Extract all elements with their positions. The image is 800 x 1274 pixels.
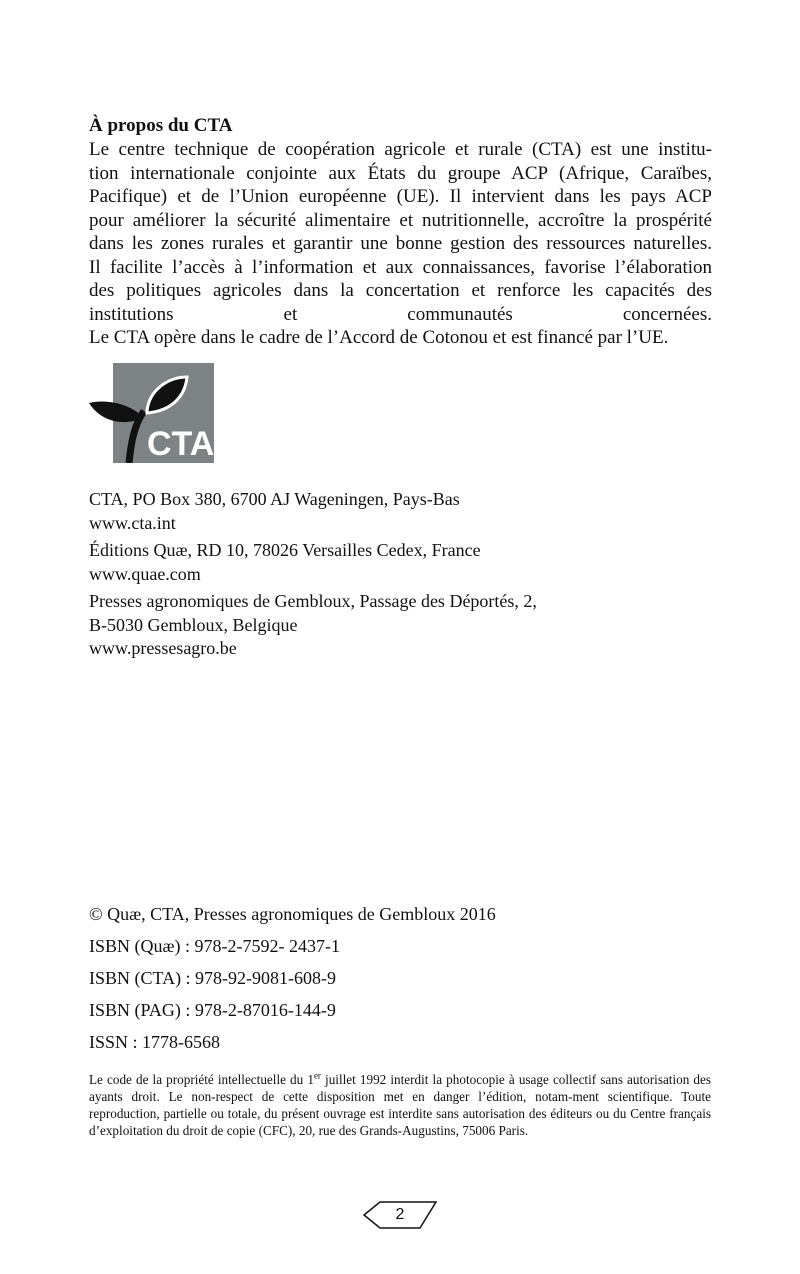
isbn-quae: ISBN (Quæ) : 978-2-7592- 2437-1: [89, 936, 340, 956]
about-line: Il facilite l’accès à l’information et aux connaissances, favorise l’élaboration: [89, 256, 712, 278]
page-number-badge: [362, 1200, 438, 1230]
about-line: des politiques agricoles dans la concertation et renforce les capacités des: [89, 280, 712, 301]
address-pag-line2: B-5030 Gembloux, Belgique: [89, 614, 298, 635]
address-pag-line1: Presses agronomiques de Gembloux, Passage des Déportés, 2,: [89, 591, 537, 611]
address-cta-line: CTA, PO Box 380, 6700 AJ Wageningen, Pays-Bas: [89, 489, 460, 509]
issn: ISSN : 1778-6568: [89, 1032, 221, 1052]
isbn-pag: ISBN (PAG) : 978-2-87016-144-9: [89, 1000, 336, 1020]
copyright-notice: © Quæ, CTA, Presses agronomiques de Gembloux 2016: [89, 904, 496, 924]
about-line: Le centre technique de coopération agricole et rurale (CTA) est une institu-: [89, 139, 712, 160]
address-pag: [89, 590, 709, 661]
about-line: tion internationale conjointe aux États du groupe ACP (Afrique, Caraïbes,: [89, 162, 712, 184]
about-line: pour améliorer la sécurité alimentaire et nutritionnelle, accroître la prospérité: [89, 209, 712, 231]
about-title: À propos du CTA: [89, 115, 233, 136]
address-quae: [89, 539, 709, 586]
isbn-cta: ISBN (CTA) : 978-92-9081-608-9: [89, 968, 337, 988]
address-cta-website[interactable]: www.cta.int: [89, 512, 176, 533]
cta-logo: [89, 363, 214, 463]
logo-text: CTA: [147, 425, 214, 463]
legal-superscript: er: [313, 1070, 321, 1081]
legal-notice: [89, 1071, 711, 1139]
address-pag-website[interactable]: www.pressesagro.be: [89, 638, 237, 658]
about-line: institutions et communautés concernées.: [89, 303, 712, 325]
about-closing-line: Le CTA opère dans le cadre de l’Accord de Cotonou et est financé par l’UE.: [89, 327, 669, 348]
about-line: dans les zones rurales et garantir une bonne gestion des ressources naturelles.: [89, 233, 712, 254]
address-quae-website[interactable]: www.quae.com: [89, 563, 201, 584]
address-cta: [89, 488, 709, 535]
address-quae-line: Éditions Quæ, RD 10, 78026 Versailles Cedex, France: [89, 540, 481, 560]
legal-text-start: Le code de la propriété intellectuelle du 1: [89, 1072, 314, 1087]
copyright-section: [89, 898, 709, 1058]
about-paragraph: [89, 138, 712, 326]
addresses-section: [89, 488, 709, 665]
about-line: Pacifique) et de l’Union européenne (UE). Il intervient dans les pays ACP: [89, 186, 712, 207]
cta-logo-graphic: [89, 363, 214, 463]
legal-text-rest: juillet 1992 interdit la photocopie à usage collectif sans autorisation des ayants droit. Le non-respect de cette disposition met en danger l’édition, notam-ment scientifique. Toute reproduction, partielle ou totale, du présent ouvrage est interdite sans autorisation des éditeurs ou du Centre français d’exploitation du droit de copie (CFC), 20, rue des Grands-Augustins, 75006 Paris.: [89, 1072, 711, 1138]
about-closing-paragraph: [89, 326, 712, 350]
page-number: 2: [395, 1206, 405, 1223]
about-section: [89, 114, 712, 350]
